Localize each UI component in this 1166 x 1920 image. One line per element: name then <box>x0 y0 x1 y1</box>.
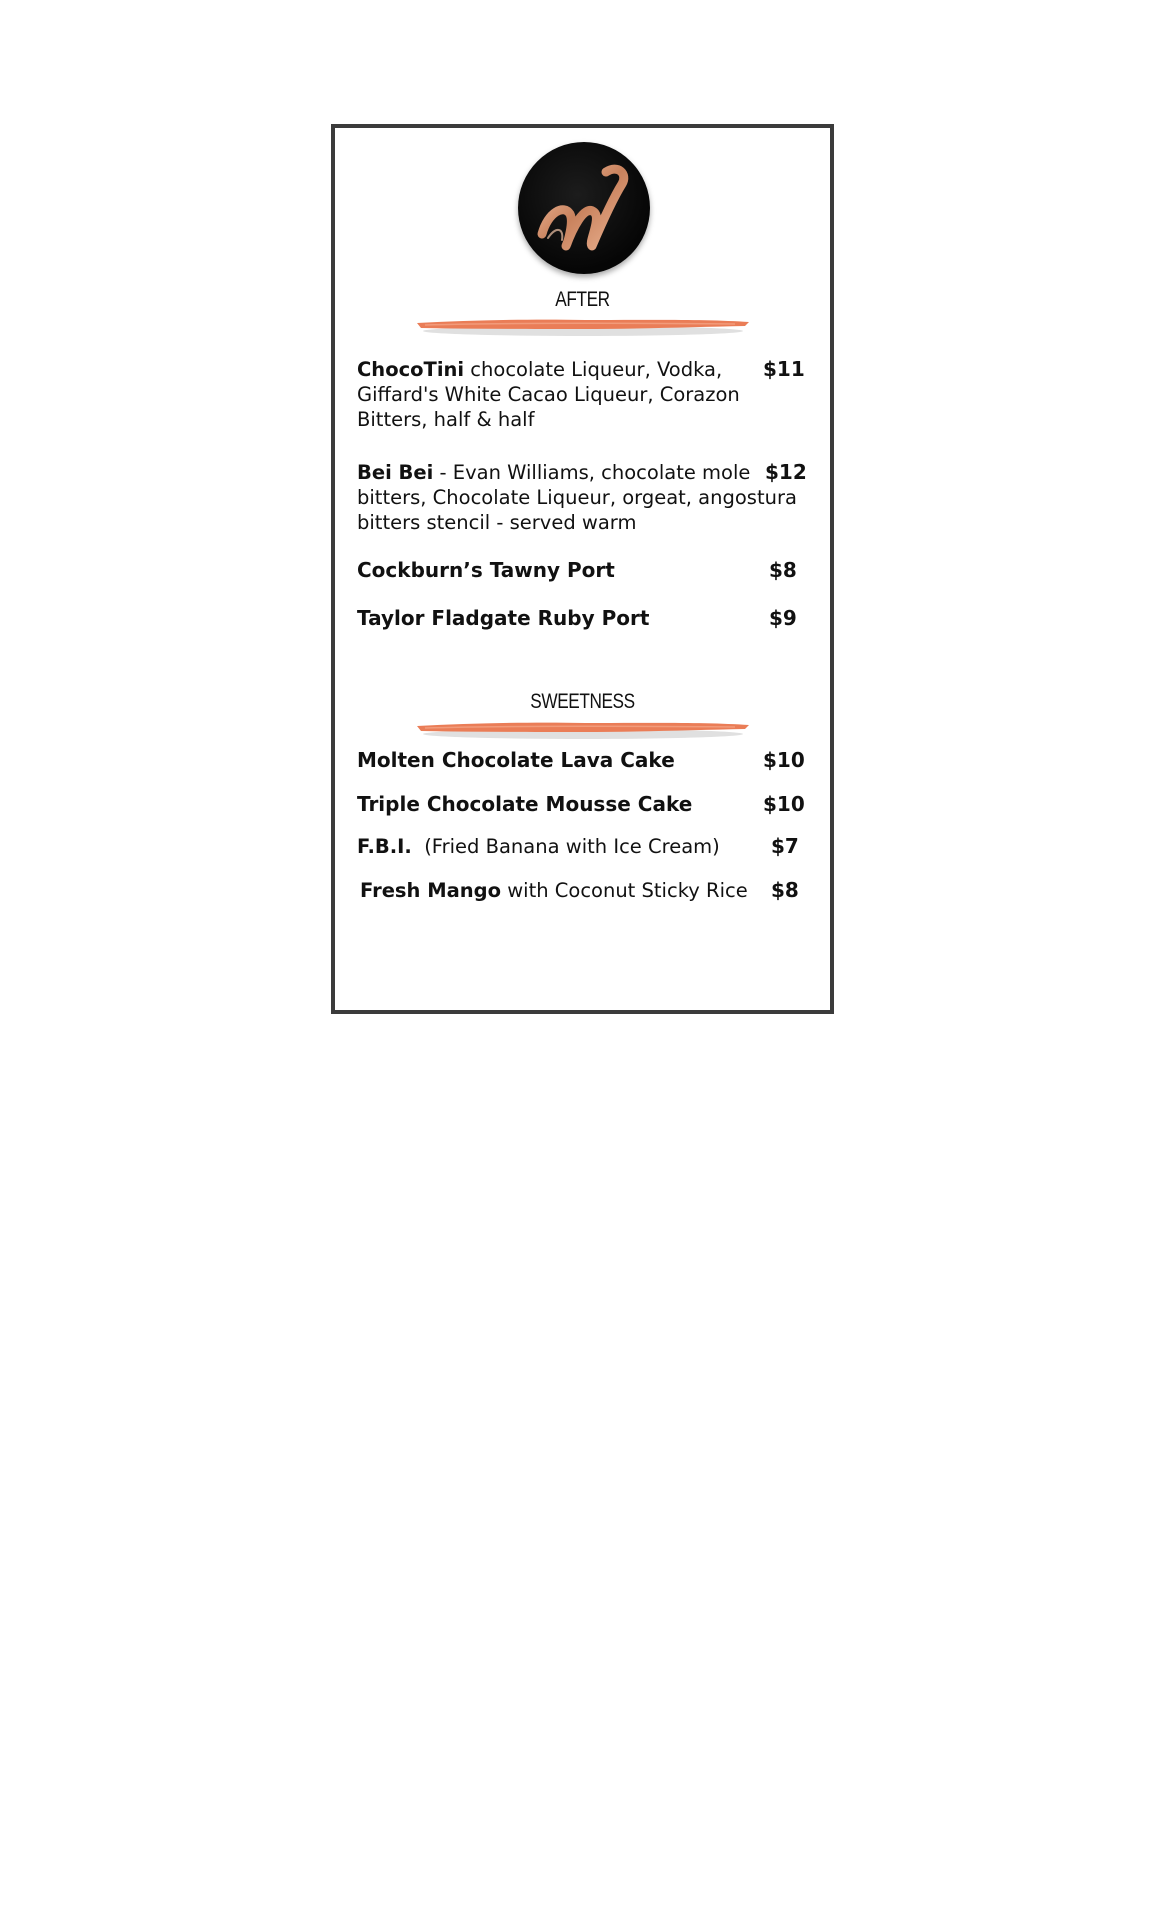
item-price: $10 <box>763 748 805 772</box>
menu-item-tawny-port: Cockburn’s Tawny Port <box>357 558 615 582</box>
item-price: $12 <box>765 460 807 484</box>
menu-item-fresh-mango <box>360 878 804 903</box>
menu-item-bei-bei <box>357 460 807 535</box>
item-price: $10 <box>763 792 805 816</box>
item-name: F.B.I. <box>357 835 412 858</box>
item-price: $9 <box>769 606 797 630</box>
item-price: $11 <box>763 357 805 381</box>
item-description: chocolate Liqueur, Vodka, Giffard's White Cacao Liqueur, Corazon Bitters, half & half <box>357 358 740 431</box>
item-price: $8 <box>769 558 797 582</box>
item-name: ChocoTini <box>357 358 465 381</box>
menu-item-fbi <box>357 834 801 859</box>
item-description: - Evan Williams, chocolate mole bitters, Chocolate Liqueur, orgeat, angostura bitters stencil - served warm <box>357 461 797 534</box>
item-price: $8 <box>771 878 799 902</box>
item-name: Fresh Mango <box>360 879 501 902</box>
menu-item-lava-cake: Molten Chocolate Lava Cake <box>357 748 675 772</box>
brush-divider <box>415 717 751 743</box>
menu-item-mousse-cake: Triple Chocolate Mousse Cake <box>357 792 693 816</box>
menu-item-chocotini <box>357 357 801 432</box>
menu-card <box>331 124 834 1014</box>
item-price: $7 <box>771 834 799 858</box>
item-name: Bei Bei <box>357 461 434 484</box>
brush-divider <box>415 314 751 340</box>
item-description: (Fried Banana with Ice Cream) <box>411 835 720 858</box>
section-title-after: AFTER <box>555 288 610 311</box>
menu-item-ruby-port: Taylor Fladgate Ruby Port <box>357 606 650 630</box>
logo-swirl-icon <box>518 142 650 274</box>
section-title-sweetness: SWEETNESS <box>530 690 635 713</box>
item-description: with Coconut Sticky Rice <box>501 879 748 902</box>
